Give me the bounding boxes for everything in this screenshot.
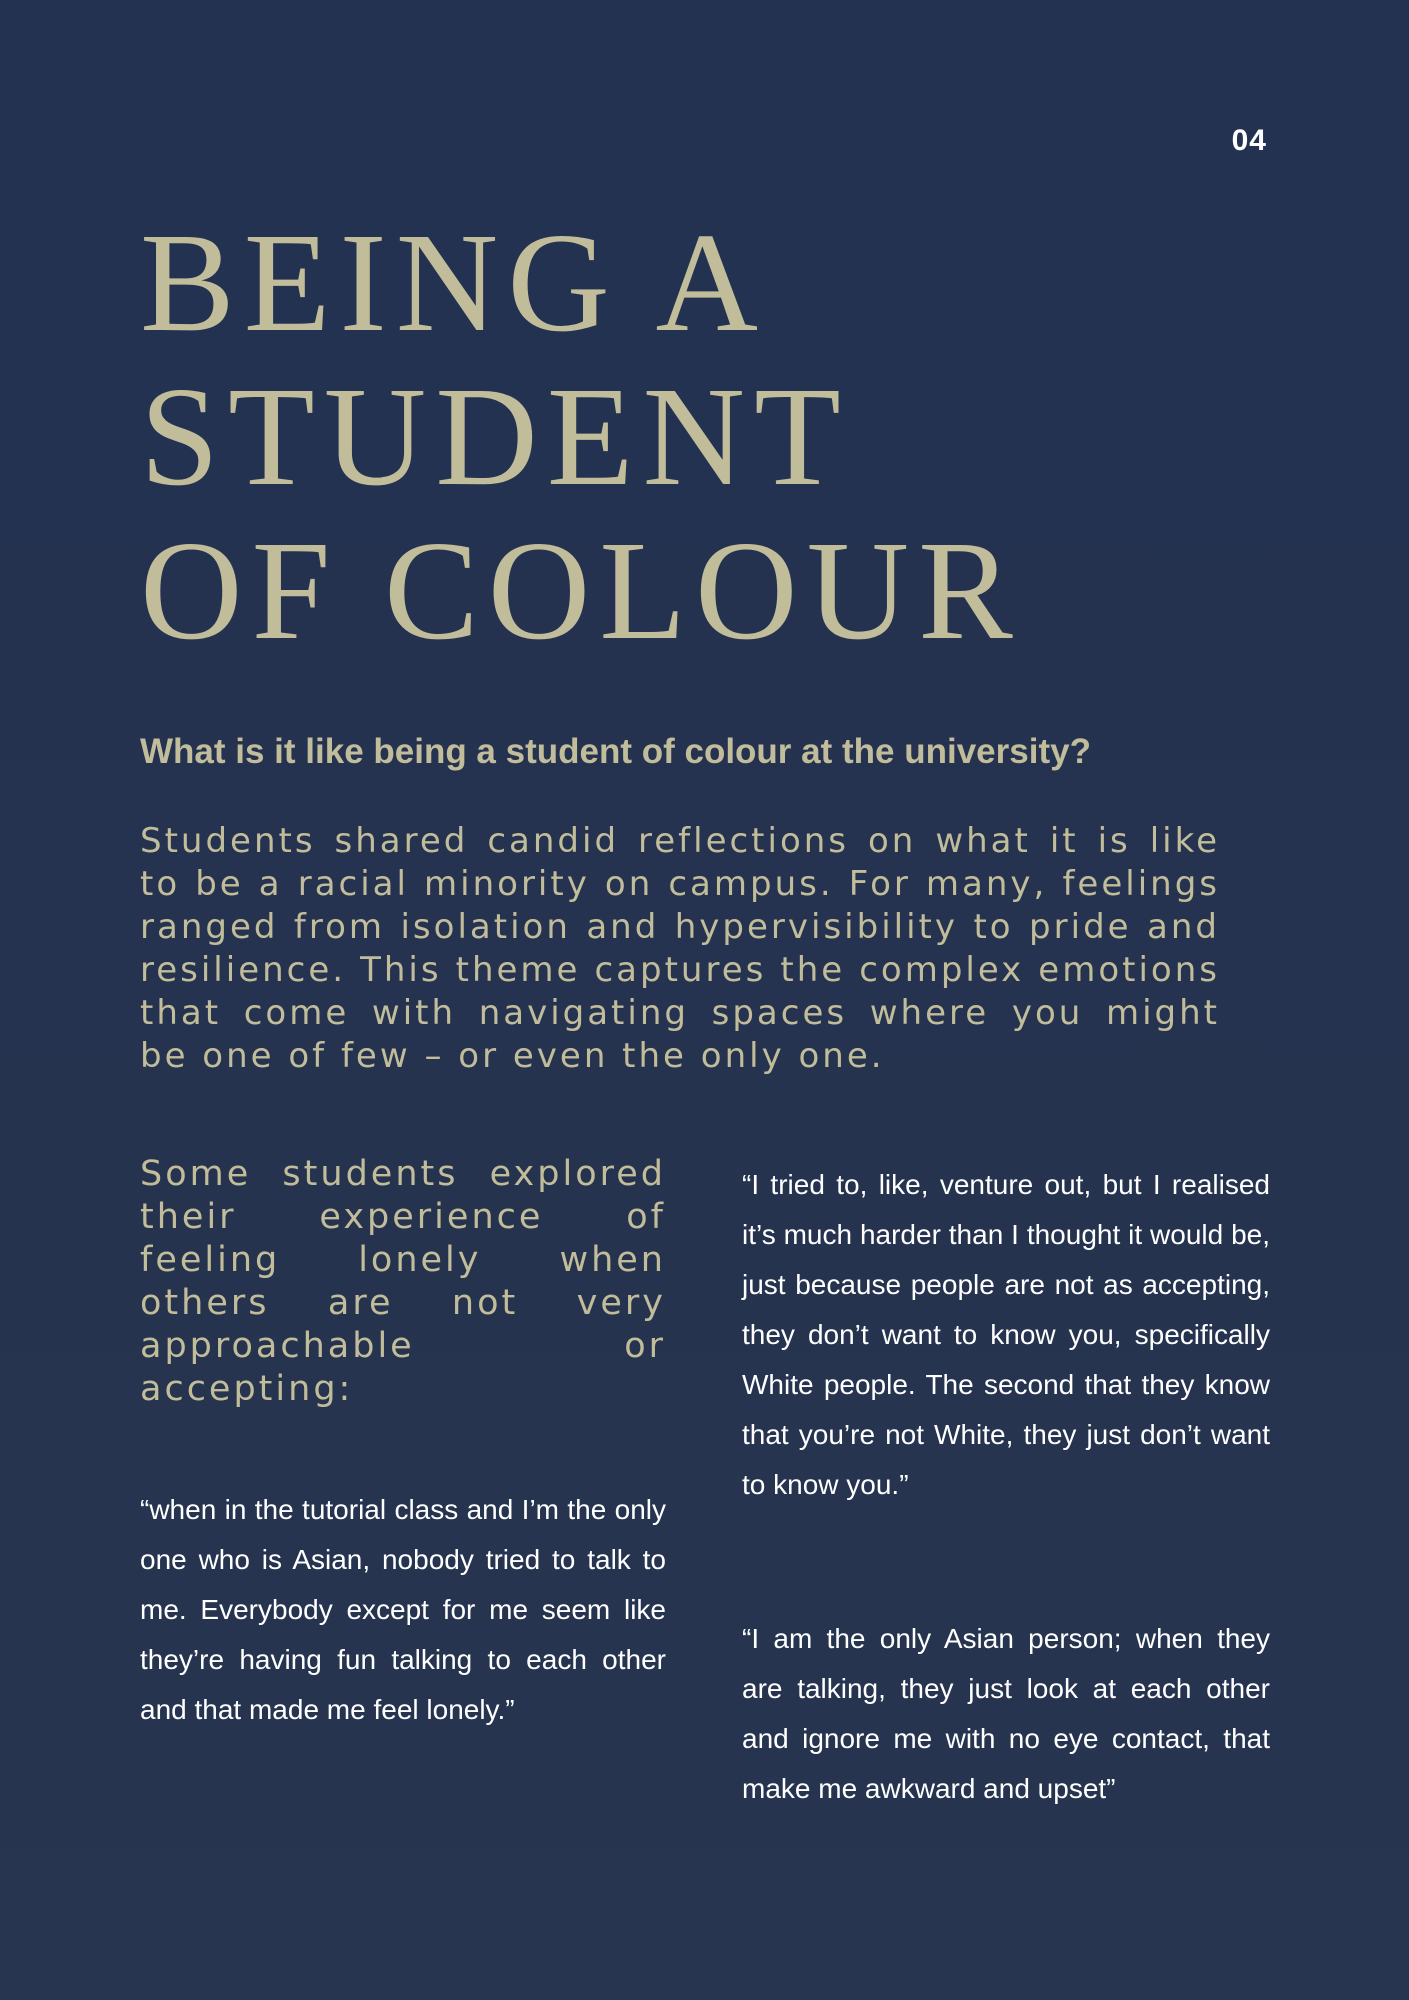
section-question: What is it like being a student of colour at the university? [140, 732, 1091, 771]
student-quote-right-1: “I tried to, like, venture out, but I realised it’s much harder than I thought it would be, just because people are not as accepting, they don’t want to know you, specifically White people. The second that they know that you’re not White, they just don’t want to know you.” [742, 1169, 1270, 1500]
student-quote-left: “when in the tutorial class and I’m the only one who is Asian, nobody tried to talk to me. Everybody except for me seem like they’re having fun talking to each other and that made me feel lonely.” [140, 1494, 666, 1725]
title-line-3: OF COLOUR [140, 511, 1022, 669]
page-number: 04 [1231, 124, 1267, 157]
lead-in-paragraph: Some students explored their experience of feeling lonely when others are not very approachable or accepting: [140, 1154, 666, 1409]
intro-paragraph: Students shared candid reflections on what it is like to be a racial minority on campus. For many, feelings ranged from isolation and hypervisibility to pride and resilience. This theme captures the complex emotions that come with navigating spaces where you might be one of few – or even the only one. [140, 821, 1220, 1076]
page-title [140, 205, 1290, 667]
student-quote-right-2: “I am the only Asian person; when they are talking, they just look at each other and ignore me with no eye contact, that make me awkward and upset” [742, 1623, 1270, 1804]
title-line-1: BEING A [140, 203, 768, 361]
title-line-2: STUDENT [140, 357, 850, 515]
